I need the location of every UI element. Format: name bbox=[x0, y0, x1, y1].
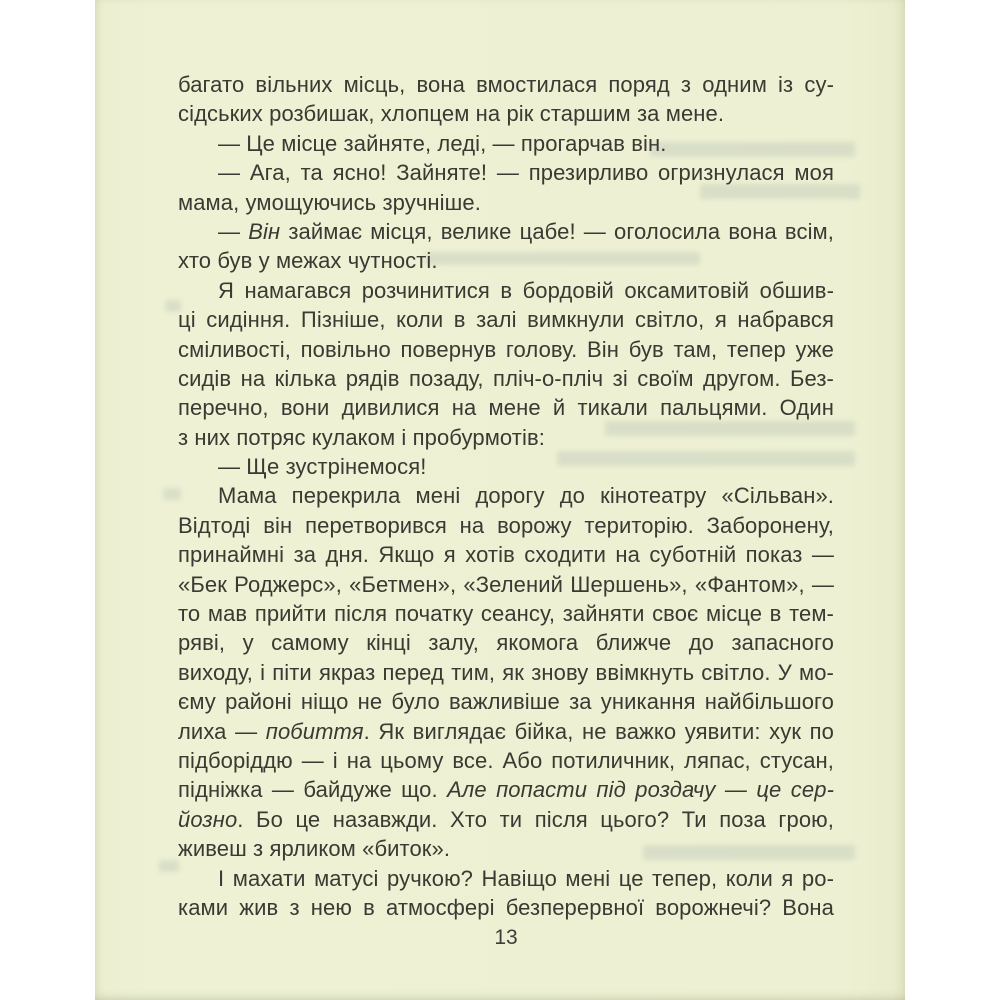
text-line bbox=[178, 99, 834, 128]
text-line bbox=[178, 452, 834, 481]
text-segment: з них потряс кулаком і пробурмотів: bbox=[178, 424, 545, 450]
text-line bbox=[178, 658, 834, 687]
text-line bbox=[178, 775, 834, 804]
text-segment: виходу, і піти якраз перед тим, як знову ввімкнуть світло. У мо- bbox=[178, 659, 834, 685]
text-segment: сміливості, повільно повернув голову. Він був там, тепер уже bbox=[178, 336, 834, 362]
text-segment: підборіддю — і на цьому все. Або потиличник, ляпас, стусан, bbox=[178, 747, 834, 773]
text-segment: хто був у межах чутності. bbox=[178, 248, 438, 274]
text-line bbox=[178, 599, 834, 628]
text-segment: займає місця, велике цабе! — оголосила вона всім, bbox=[280, 218, 834, 244]
text-line bbox=[178, 540, 834, 569]
text-line bbox=[178, 158, 834, 187]
text-segment: перечно, вони дивилися на мене й тикали пальцями. Один bbox=[178, 395, 834, 421]
text-segment: Відтоді він перетворився на ворожу територію. Заборонену, bbox=[178, 512, 834, 538]
text-segment: то мав прийти після початку сеансу, зайняти своє місце в тем- bbox=[178, 601, 834, 627]
page-number: 13 bbox=[494, 926, 518, 949]
text-line bbox=[178, 246, 834, 275]
text-line bbox=[178, 864, 834, 893]
text-line bbox=[178, 188, 834, 217]
text-segment: мама, умощуючись зручніше. bbox=[178, 189, 481, 215]
text-line bbox=[178, 393, 834, 422]
text-segment: — Це місце зайняте, леді, — прогарчав він. bbox=[218, 130, 667, 156]
text-line bbox=[178, 628, 834, 657]
text-line bbox=[178, 511, 834, 540]
text-segment: багато вільних місць, вона вмостилася поряд з одним із су- bbox=[178, 72, 834, 97]
text-segment: підніжка — байдуже що. bbox=[178, 777, 448, 803]
text-line bbox=[178, 687, 834, 716]
text-segment: — Ага, та ясно! Зайняте! — презирливо огризнулася моя bbox=[218, 160, 834, 186]
text-segment: . Як виглядає бійка, не важко уявити: хук по bbox=[363, 718, 834, 744]
italic-text-segment: Але попасти під роздачу — це сер- bbox=[447, 777, 834, 803]
text-line bbox=[178, 805, 834, 834]
show-through-text bbox=[159, 860, 179, 872]
text-segment: ряві, у самому кінці залу, якомога ближче до запасного bbox=[178, 630, 834, 656]
text-line bbox=[178, 746, 834, 775]
text-segment: ці сидіння. Пізніше, коли в залі вимкнули світло, я набрався bbox=[178, 307, 834, 333]
text-line bbox=[178, 335, 834, 364]
text-line bbox=[178, 129, 834, 158]
text-segment: «Бек Роджерс», «Бетмен», «Зелений Шершень», «Фантом», — bbox=[178, 571, 834, 597]
text-segment: ками жив з нею в атмосфері безперервної ворожнечі? Вона bbox=[178, 894, 834, 920]
text-segment: Я намагався розчинитися в бордовій оксамитовій обшив- bbox=[218, 277, 834, 303]
text-line bbox=[178, 305, 834, 334]
text-line bbox=[178, 893, 834, 922]
text-line bbox=[178, 570, 834, 599]
text-segment: — Ще зустрінемося! bbox=[218, 454, 427, 480]
text-segment: сідських розбишак, хлопцем на рік старшим за мене. bbox=[178, 101, 725, 127]
text-line bbox=[178, 717, 834, 746]
text-line bbox=[178, 423, 834, 452]
text-line bbox=[178, 70, 834, 99]
text-segment: І махати матусі ручкою? Навіщо мені це тепер, коли я ро- bbox=[218, 865, 834, 891]
text-line bbox=[178, 364, 834, 393]
text-segment: . Бо це назавжди. Хто ти після цього? Ти поза грою, bbox=[237, 806, 834, 832]
text-line bbox=[178, 276, 834, 305]
italic-text-segment: Він bbox=[248, 218, 281, 244]
text-segment: — bbox=[218, 218, 249, 244]
italic-text-segment: побиття bbox=[265, 718, 364, 744]
page-text bbox=[178, 70, 834, 922]
book-page bbox=[95, 0, 905, 1000]
text-segment: живеш з ярликом «биток». bbox=[178, 836, 451, 862]
text-segment: сидів на кілька рядів позаду, пліч-о-пліч зі своїм другом. Без- bbox=[178, 365, 834, 391]
text-line bbox=[178, 217, 834, 246]
text-segment: Мама перекрила мені дорогу до кінотеатру «Сільван». bbox=[218, 483, 834, 509]
italic-text-segment: йозно bbox=[178, 806, 238, 832]
text-segment: лиха — bbox=[178, 718, 266, 744]
text-line bbox=[178, 481, 834, 510]
text-segment: принаймні за дня. Якщо я хотів сходити на суботній показ — bbox=[178, 542, 834, 568]
text-segment: єму районі ніщо не було важливіше за уникання найбільшого bbox=[178, 689, 834, 715]
text-line bbox=[178, 834, 834, 863]
